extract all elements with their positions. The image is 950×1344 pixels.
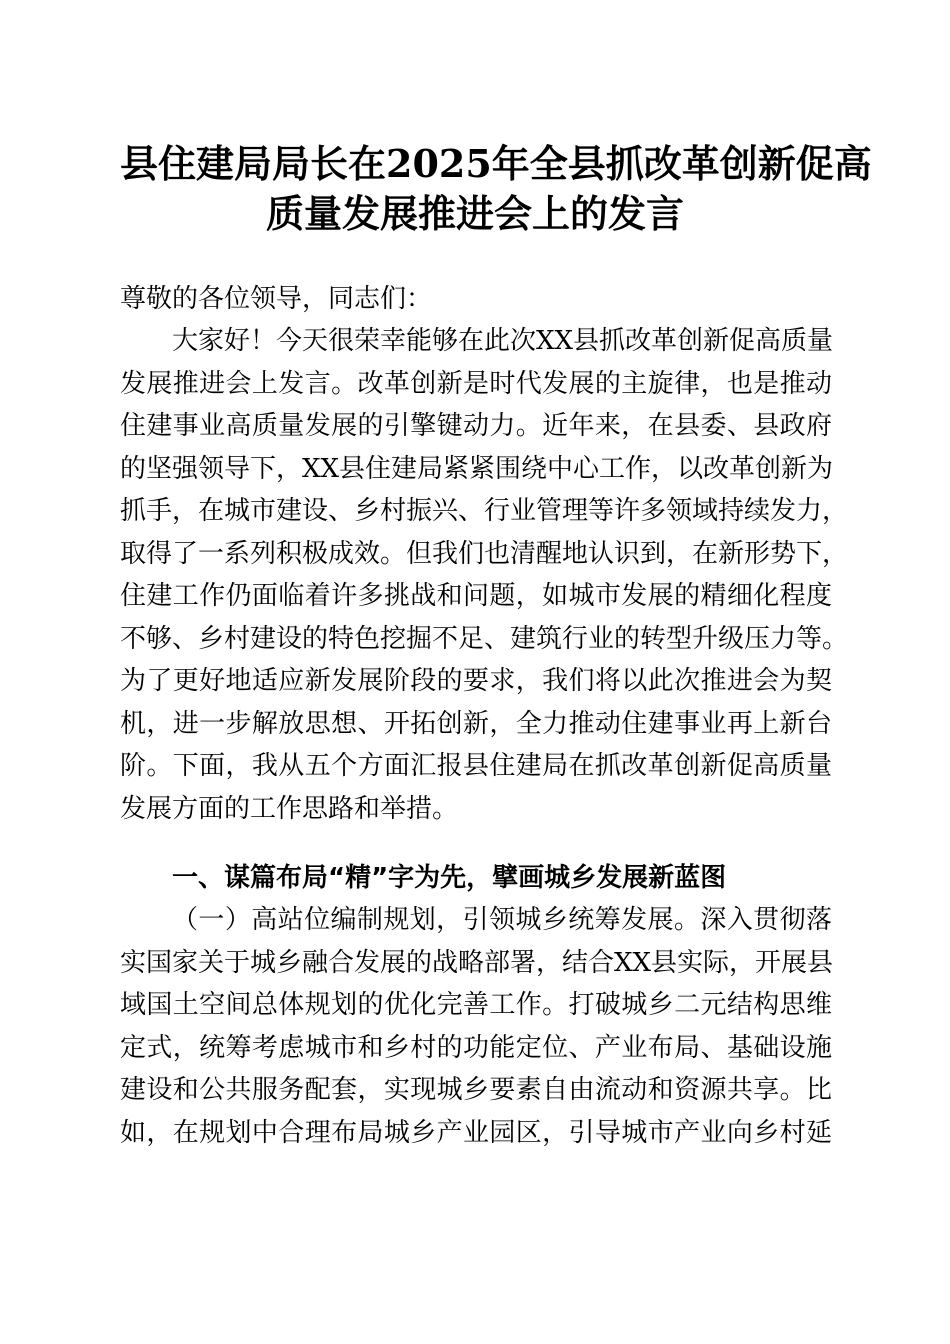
document-title-line-2: 质量发展推进会上的发言 xyxy=(265,191,684,236)
paragraph-line: 住建事业高质量发展的引擎键动力。近年来，在县委、县政府 xyxy=(120,411,832,441)
paragraph-line: 大家好！今天很荣幸能够在此次XX县抓改革创新促高质量 xyxy=(172,326,834,356)
paragraph-line: 发展推进会上发言。改革创新是时代发展的主旋律，也是推动 xyxy=(120,369,832,399)
paragraph-line: 机，进一步解放思想、开拓创新，全力推动住建事业再上新台 xyxy=(120,709,832,739)
paragraph-line: 阶。下面，我从五个方面汇报县住建局在抓改革创新促高质量 xyxy=(120,751,832,781)
paragraph-line: 抓手，在城市建设、乡村振兴、行业管理等许多领域持续发力， xyxy=(120,496,849,526)
document-title-line-1: 县住建局局长在2025年全县抓改革创新促高 xyxy=(120,141,872,186)
paragraph-line: 的坚强领导下，XX县住建局紧紧围绕中心工作，以改革创新为 xyxy=(120,454,834,484)
paragraph-line: 如，在规划中合理布局城乡产业园区，引导城市产业向乡村延 xyxy=(120,1118,832,1148)
paragraph-line: 不够、乡村建设的特色挖掘不足、建筑行业的转型升级压力等。 xyxy=(120,624,849,654)
paragraph-line: 取得了一系列积极成效。但我们也清醒地认识到，在新形势下， xyxy=(120,539,849,569)
paragraph-line: （一）高站位编制规划，引领城乡统筹发展。深入贯彻落 xyxy=(172,905,832,935)
paragraph-line: 建设和公共服务配套，实现城乡要素自由流动和资源共享。比 xyxy=(120,1075,832,1105)
greeting: 尊敬的各位领导，同志们： xyxy=(120,284,433,314)
paragraph-line: 发展方面的工作思路和举措。 xyxy=(120,794,459,824)
paragraph-line: 实国家关于城乡融合发展的战略部署，结合XX县实际，开展县 xyxy=(120,948,834,978)
paragraph-line: 住建工作仍面临着许多挑战和问题，如城市发展的精细化程度 xyxy=(120,581,832,611)
paragraph-line: 域国土空间总体规划的优化完善工作。打破城乡二元结构思维 xyxy=(120,990,832,1020)
section-heading: 一、谋篇布局“精”字为先，擘画城乡发展新蓝图 xyxy=(172,863,727,893)
paragraph-line: 定式，统筹考虑城市和乡村的功能定位、产业布局、基础设施 xyxy=(120,1033,832,1063)
paragraph-line: 为了更好地适应新发展阶段的要求，我们将以此次推进会为契 xyxy=(120,666,832,696)
